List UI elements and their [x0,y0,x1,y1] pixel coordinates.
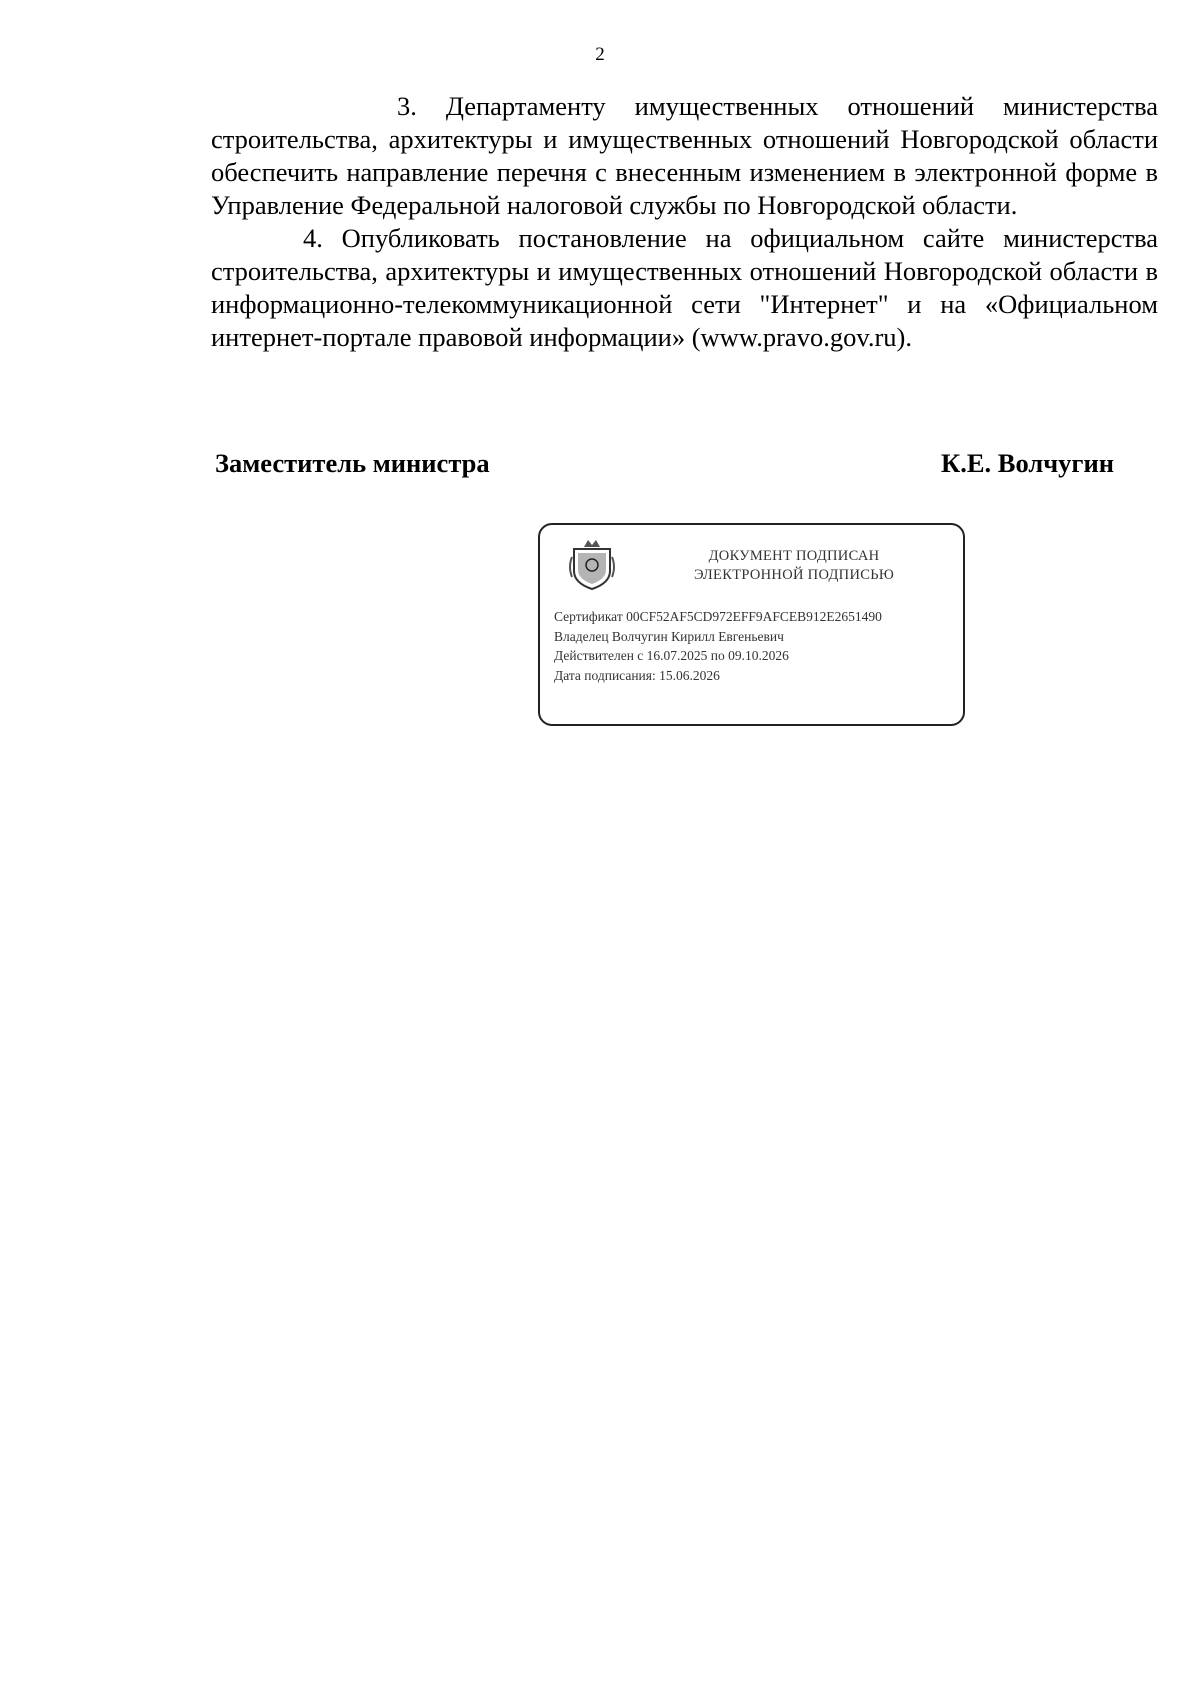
stamp-owner: Владелец Волчугин Кирилл Евгеньевич [554,628,784,644]
coat-of-arms-icon [568,537,616,591]
paragraph-3: 3. Департаменту имущественных отношений министерства строительства, архитектуры и имущественных отношений Новгородской области обеспечить направление перечня с внесенным изменением в электронной форме в Управление Федеральной налоговой службы по Новгородской области. [211,91,1158,220]
electronic-signature-stamp [538,523,965,726]
stamp-details [554,607,960,685]
document-body [211,90,1158,354]
stamp-validity: Действителен с 16.07.2025 по 09.10.2026 [554,648,789,663]
stamp-certificate: Сертификат 00CF52AF5CD972EFF9AFCEB912E2651490 [554,609,882,624]
page-number: 2 [595,44,605,65]
stamp-header-line-2: ЭЛЕКТРОННОЙ ПОДПИСЬЮ [693,567,895,583]
stamp-header-line-1: ДОКУМЕНТ ПОДПИСАН [708,548,880,564]
signer-title: Заместитель министра [215,448,490,478]
paragraph-4: 4. Опубликовать постановление на официальном сайте министерства строительства, архитектуры и имущественных отношений Новгородской области в информационно-телекоммуникационной сети "Интернет" и на «Официальном интернет-портале правовой информации» (www.pravo.gov.ru). [211,223,1158,352]
stamp-signed-date: Дата подписания: 15.06.2026 [554,667,720,683]
stamp-header [636,547,952,585]
signer-name: К.Е. Волчугин [941,448,1114,478]
